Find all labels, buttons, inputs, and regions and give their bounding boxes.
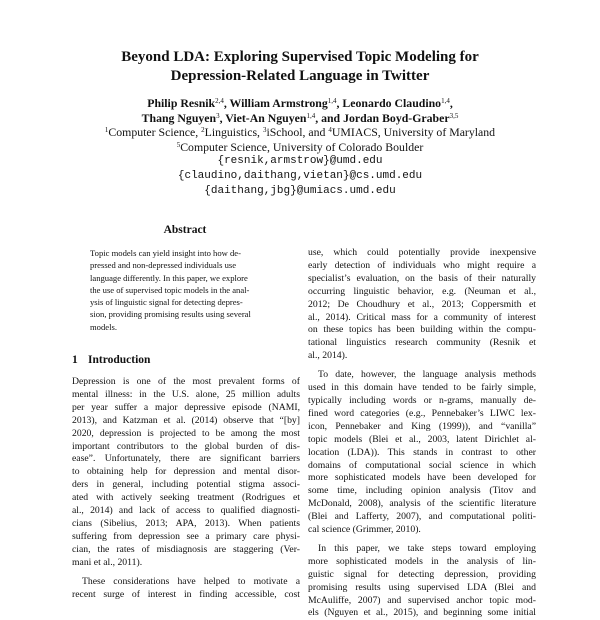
aff-sup: 5 xyxy=(176,140,181,149)
aff-text: Computer Science, University of Colorado Boulder xyxy=(180,139,424,154)
body-line: recent surge of interest in finding accessible, cost xyxy=(72,588,300,600)
body-line: al., 2014). Critical mass for a community of interest xyxy=(308,311,536,323)
affiliation-line xyxy=(40,125,560,140)
body-line: suffering from depression see a primary care physi- xyxy=(72,530,300,542)
body-line: occurring linguistic behavior, e.g. (Neuman et al., xyxy=(308,285,536,297)
author-sup: 1,4 xyxy=(327,97,337,105)
author-sup: 1,4 xyxy=(306,111,316,120)
author-name: Jordan Boyd-Graber xyxy=(343,110,450,125)
body-line: Depression is one of the most prevalent forms of xyxy=(72,376,300,387)
aff-text: Computer Science, xyxy=(108,125,202,140)
body-line: fined word categories (e.g., Pennebaker’s LIWC lex- xyxy=(308,407,536,419)
abstract-line: models. xyxy=(90,321,117,332)
body-line: specialist’s evaluation, on the basis of their naturally xyxy=(308,272,536,284)
body-line: 2012; De Choudhury et al., 2013; Coppersmith et xyxy=(308,298,536,310)
author-sup: 3 xyxy=(216,111,220,120)
body-line: use, which could potentially provide inexpensive xyxy=(308,247,536,258)
body-line: (Blei and Lafferty, 2007), and computational politi- xyxy=(308,511,536,523)
author-block xyxy=(40,96,560,198)
body-line: guistic signal for detecting depression, providing xyxy=(308,568,536,580)
aff-sup: 2 xyxy=(201,126,205,135)
aff-text: UMIACS, University of Maryland xyxy=(331,125,496,140)
title-line: Depression-Related Language in Twitter xyxy=(170,68,430,84)
body-line: domains of computational social science in which xyxy=(308,459,536,471)
body-line: used in this domain have tended to be fairly simple, xyxy=(308,382,536,394)
section-title: Introduction xyxy=(88,354,151,366)
email-line: {resnik,armstrow}@umd.edu xyxy=(217,155,383,168)
author-line: Philip Resnik$^{2,4}$, William Armstrong$^{1,4}$, Leonardo Claudino$^{1,4}$, xyxy=(147,96,453,110)
body-line: typically including words or n-grams, manually de- xyxy=(308,394,536,406)
body-line: ease”. Unfortunately, there are significant barriers xyxy=(72,453,300,465)
author-sup: 3,5 xyxy=(449,111,459,120)
body-line: These considerations have helped to motivate a xyxy=(82,575,300,587)
author-name: Thang Nguyen xyxy=(141,110,217,125)
body-line: more sophisticated models in the analysis of lin- xyxy=(308,555,536,567)
body-line: cian, the rates of misdiagnosis are staggering (Ver- xyxy=(72,543,300,555)
body-line: some time, including opinion analysis (Titov and xyxy=(308,485,536,497)
body-line: ated with actively seeking treatment (Rodrigues et xyxy=(72,492,300,504)
abstract-line: Topic models can yield insight into how de- xyxy=(90,248,241,258)
body-line: 2013), and Katzman et al. (2014) observe that “[by] xyxy=(72,414,300,426)
body-line: on these topics has been building within the compu- xyxy=(308,324,536,336)
paper-title xyxy=(60,48,540,86)
email-line: {daithang,jbg}@umiacs.umd.edu xyxy=(204,184,396,197)
section-heading xyxy=(72,354,150,366)
abstract-line: the use of supervised topic models in the anal- xyxy=(90,284,250,295)
body-line: els (Nguyen et al., 2015), and beginning some initial xyxy=(308,607,536,619)
author-sup: 1,4 xyxy=(441,97,450,105)
body-line: McDonald, 2008), analysis of the scientific literature xyxy=(308,498,536,510)
title-line: Beyond LDA: Exploring Supervised Topic Modeling for xyxy=(121,49,479,65)
body-line: cal science (Grimmer, 2010). xyxy=(308,524,421,536)
email-line: {claudino,daithang,vietan}@cs.umd.edu xyxy=(177,169,423,182)
author-name: Leonardo Claudino xyxy=(342,96,442,110)
author-name: Philip Resnik xyxy=(147,96,216,110)
body-line: McAuliffe, 2007) and supervised anchor topic mod- xyxy=(308,594,536,606)
affiliation-line xyxy=(40,140,560,155)
right-column xyxy=(308,247,536,620)
body-line: location (LDA)). This stands in contrast to other xyxy=(308,446,536,458)
body-line: icon, Pennebaker and King (1999)), and “vanilla” xyxy=(308,420,536,432)
aff-sup: 3 xyxy=(262,126,267,135)
author-line: Thang Nguyen$^3$, Viet-An Nguyen$^{1,4}$, and Jordan Boyd-Graber$^{3,5}$ xyxy=(141,110,459,125)
body-line: mani et al., 2011). xyxy=(72,556,143,568)
body-line: To date, however, the language analysis methods xyxy=(318,369,536,381)
body-line: In this paper, we take steps toward employing xyxy=(318,542,536,554)
author-name: William Armstrong xyxy=(229,96,328,110)
body-line: ders in general, including potential stigma associ- xyxy=(72,479,300,491)
body-line: to obtaining help for depression and mental disor- xyxy=(72,466,300,478)
author-name: Viet-An Nguyen xyxy=(225,110,307,125)
body-line: cians (Sibelius, 2013; APA, 2013). When patients xyxy=(72,517,300,529)
section-number: 1 xyxy=(72,354,78,366)
body-line: mental illness: in the U.S. alone, 25 million adults xyxy=(72,388,300,400)
body-line: per year suffer a major depressive episode (NAMI, xyxy=(72,401,300,413)
body-line: topic models (Blei et al., 2003, latent Dirichlet al- xyxy=(308,433,536,445)
left-column xyxy=(72,376,300,601)
abstract-line: ysis of linguistic signal for detecting depres- xyxy=(90,297,243,308)
abstract-body xyxy=(90,247,280,333)
abstract-line: pressed and non-depressed individuals use xyxy=(90,260,237,271)
body-line: early detection of individuals who might require a xyxy=(308,259,536,271)
aff-sup: 4 xyxy=(328,126,332,135)
body-line: tational linguistics research community (Resnik et xyxy=(308,337,536,349)
aff-sup: 1 xyxy=(104,126,109,135)
body-line: al., 2014) and lack of access to qualified diagnosti- xyxy=(72,505,300,517)
aff-text: iSchool, and xyxy=(266,125,329,140)
abstract-line: language differently. In this paper, we explore xyxy=(90,272,248,283)
body-line: al., 2014). xyxy=(308,350,348,362)
body-line: important contributors to the global burden of dis- xyxy=(72,440,300,452)
body-line: more sophisticated models have been developed for xyxy=(308,472,536,484)
aff-text: Linguistics, xyxy=(204,125,263,140)
body-line: 2020, depression is projected to be among the most xyxy=(72,427,300,439)
abstract-line: sion, providing promising results using several xyxy=(90,309,251,320)
body-line: promising results using supervised LDA (Blei and xyxy=(308,581,536,593)
abstract-heading: Abstract xyxy=(163,224,207,236)
author-sup: 2,4 xyxy=(215,97,224,105)
